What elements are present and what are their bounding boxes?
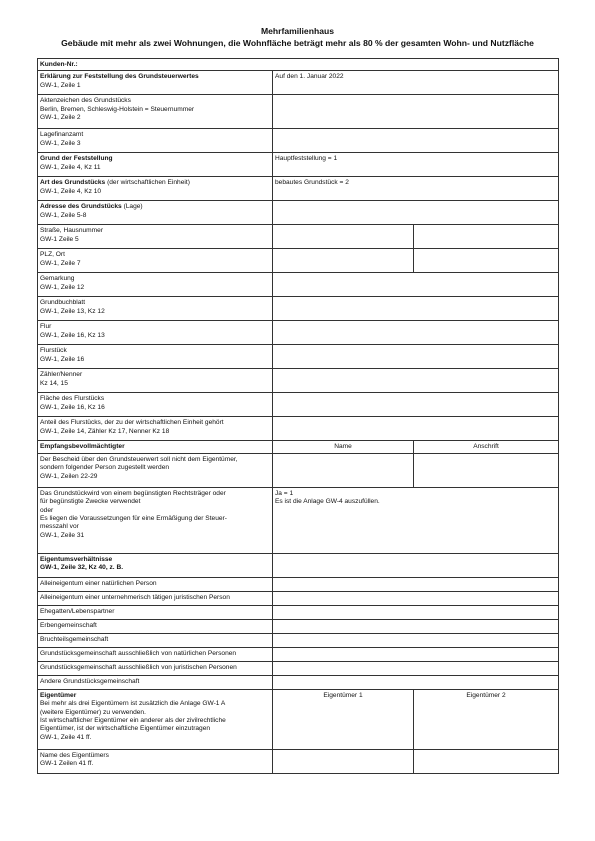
aktenzeichen-ref: GW-1, Zeile 2: [40, 114, 81, 122]
eigentum-option-label: Alleineigentum einer unternehmerisch tätigen juristischen Person: [40, 593, 230, 601]
eigentum-option-field[interactable]: [273, 647, 559, 661]
grundsteuer-form-table: [37, 58, 559, 774]
eigentum-option-field[interactable]: [273, 633, 559, 647]
eigentum-ref: GW-1, Zeile 32, Kz 40, z. B.: [40, 564, 124, 572]
eigentum-header-field[interactable]: [273, 553, 559, 577]
eigentuemer-2-header: Eigentümer 2: [466, 691, 506, 699]
row-art: [38, 177, 559, 201]
row-name-eigentuemer: [38, 749, 559, 773]
aktenzeichen-note: Berlin, Bremen, Schleswig-Holstein = Steuernummer: [40, 105, 195, 113]
beguenstigt-ref: GW-1, Zeile 31: [40, 531, 85, 539]
eigentum-option-field[interactable]: [273, 591, 559, 605]
erklaerung-label: Erklärung zur Feststellung des Grundsteuerwertes: [40, 73, 199, 81]
empfang-name-header: Name: [334, 443, 352, 451]
anteil-field[interactable]: [273, 417, 559, 441]
page-subtitle: Gebäude mit mehr als zwei Wohnungen, die Wohnfläche beträgt mehr als 80 % der gesamten Wohn- und Nutzfläche: [61, 38, 534, 48]
row-eigentum-option: [38, 675, 559, 689]
flur-field[interactable]: [273, 321, 559, 345]
art-ref: GW-1, Zeile 4, Kz 10: [40, 187, 102, 195]
eigentuemer-line-3: Ist wirtschaftlicher Eigentümer ein anderer als der zivilrechtliche: [40, 717, 226, 725]
row-erklaerung: [38, 71, 559, 95]
bescheid-ref: GW-1, Zeilen 22-29: [40, 472, 98, 480]
empfang-name-field[interactable]: [273, 453, 414, 487]
art-value: bebautes Grundstück = 2: [275, 179, 349, 187]
beguenstigt-value-1: Ja = 1: [275, 489, 294, 497]
plz-label: PLZ, Ort: [40, 251, 65, 259]
page-title: Mehrfamilienhaus: [260, 26, 335, 36]
row-bescheid: [38, 453, 559, 487]
beguenstigt-line-1: Das Grundstückwird von einem begünstigten Rechtsträger oder: [40, 489, 226, 497]
eigentum-option-label: Andere Grundstücksgemeinschaft: [40, 677, 140, 685]
eigentuemer-1-header: Eigentümer 1: [323, 691, 363, 699]
row-eigentum-option: [38, 619, 559, 633]
eigentum-option-label: Bruchteilsgemeinschaft: [40, 635, 109, 643]
eigentum-option-field[interactable]: [273, 661, 559, 675]
row-plz: [38, 249, 559, 273]
flurstueck-field[interactable]: [273, 345, 559, 369]
beguenstigt-value-2: Es ist die Anlage GW-4 auszufüllen.: [275, 498, 380, 506]
row-eigentum-option: [38, 633, 559, 647]
grund-label: Grund der Feststellung: [40, 155, 113, 163]
eigentuemer-label: Eigentümer: [40, 691, 77, 699]
beguenstigt-line-5: messzahl vor: [40, 523, 79, 531]
adresse-field[interactable]: [273, 201, 559, 225]
zaehler-ref: Kz 14, 15: [40, 379, 68, 387]
eigentum-option-field[interactable]: [273, 675, 559, 689]
kunden-nr-label: Kunden-Nr.:: [40, 61, 78, 68]
grundbuchblatt-label: Grundbuchblatt: [40, 299, 86, 307]
ort-field[interactable]: [414, 249, 559, 273]
eigentuemer-line-4: Eigentümer, ist der wirtschaftliche Eigentümer einzutragen: [40, 725, 211, 733]
strasse-label: Straße, Hausnummer: [40, 227, 104, 235]
flur-ref: GW-1, Zeile 16, Kz 13: [40, 331, 105, 339]
grundbuchblatt-ref: GW-1, Zeile 13, Kz 12: [40, 307, 105, 315]
beguenstigt-line-2: für begünstigte Zwecke verwendet: [40, 498, 141, 506]
row-grund: [38, 153, 559, 177]
gemarkung-ref: GW-1, Zeile 12: [40, 283, 85, 291]
row-eigentum-option: [38, 661, 559, 675]
zaehler-label: Zähler/Nenner: [40, 371, 83, 379]
anteil-ref: GW-1, Zeile 14, Zähler Kz 17, Nenner Kz 18: [40, 427, 170, 435]
gemarkung-label: Gemarkung: [40, 275, 75, 283]
eigentum-option-label: Grundstücksgemeinschaft ausschließlich von natürlichen Personen: [40, 649, 237, 657]
row-eigentum-option: [38, 591, 559, 605]
eigentum-option-field[interactable]: [273, 605, 559, 619]
row-gemarkung: [38, 273, 559, 297]
eigentum-option-label: Erbengemeinschaft: [40, 621, 97, 629]
erklaerung-ref: GW-1, Zeile 1: [40, 81, 81, 89]
strasse-field[interactable]: [273, 225, 414, 249]
flurstueck-label: Flurstück: [40, 347, 67, 355]
bescheid-line-2: sondern folgender Person zugestellt werden: [40, 464, 170, 472]
beguenstigt-value-field[interactable]: [273, 487, 559, 553]
eigentum-option-label: Grundstücksgemeinschaft ausschließlich von juristischen Personen: [40, 663, 237, 671]
plz-ref: GW-1, Zeile 7: [40, 259, 81, 267]
adresse-label-suffix: (Lage): [121, 203, 143, 211]
strasse-ref: GW-1 Zeile 5: [40, 235, 79, 243]
erklaerung-value: Auf den 1. Januar 2022: [275, 73, 344, 81]
row-eigentum-option: [38, 577, 559, 591]
eigentum-option-label: Ehegatten/Lebenspartner: [40, 607, 115, 615]
flaeche-ref: GW-1, Zeile 16, Kz 16: [40, 403, 105, 411]
row-anteil: [38, 417, 559, 441]
empfang-anschrift-header: Anschrift: [473, 443, 499, 451]
erklaerung-value-field[interactable]: [273, 71, 559, 95]
row-eigentum-option: [38, 647, 559, 661]
lagefinanzamt-label: Lagefinanzamt: [40, 131, 84, 139]
eigentum-option-field[interactable]: [273, 619, 559, 633]
flur-label: Flur: [40, 323, 52, 331]
row-flur: [38, 321, 559, 345]
row-eigentum-option: [38, 605, 559, 619]
grundbuchblatt-field[interactable]: [273, 297, 559, 321]
eigentum-label: Eigentumsverhältnisse: [40, 555, 113, 563]
bescheid-line-1: Der Bescheid über den Grundsteuerwert soll nicht dem Eigentümer,: [40, 455, 238, 463]
name-eigentuemer-ref: GW-1 Zeilen 41 ff.: [40, 760, 94, 768]
row-beguenstigt: [38, 487, 559, 553]
eigentuemer-1-name-field[interactable]: [273, 749, 414, 773]
lagefinanzamt-field[interactable]: [273, 129, 559, 153]
row-adresse: [38, 201, 559, 225]
eigentuemer-ref: GW-1, Zeile 41 ff.: [40, 733, 92, 741]
empfang-label: Empfangsbevollmächtigter: [40, 443, 125, 451]
eigentuemer-2-name-field[interactable]: [414, 749, 559, 773]
art-value-field[interactable]: [273, 177, 559, 201]
flaeche-label: Fläche des Flurstücks: [40, 395, 105, 403]
adresse-label: Adresse des Grundstücks: [40, 203, 122, 211]
gemarkung-field[interactable]: [273, 273, 559, 297]
grund-value: Hauptfeststellung = 1: [275, 155, 338, 163]
row-flaeche: [38, 393, 559, 417]
eigentum-option-field[interactable]: [273, 577, 559, 591]
anteil-label: Anteil des Flurstücks, der zu der wirtschaftlichen Einheit gehört: [40, 419, 224, 427]
art-label: Art des Grundstücks: [40, 179, 106, 187]
empfang-anschrift-field[interactable]: [414, 453, 559, 487]
row-strasse: [38, 225, 559, 249]
zaehler-field[interactable]: [273, 369, 559, 393]
grund-value-field[interactable]: [273, 153, 559, 177]
eigentum-option-label: Alleineigentum einer natürlichen Person: [40, 579, 157, 587]
plz-field[interactable]: [273, 249, 414, 273]
adresse-ref: GW-1, Zeile 5-8: [40, 211, 87, 219]
aktenzeichen-field[interactable]: [273, 95, 559, 129]
row-grundbuchblatt: [38, 297, 559, 321]
grund-ref: GW-1, Zeile 4, Kz 11: [40, 163, 101, 171]
beguenstigt-line-4: Es liegen die Voraussetzungen für eine Ermäßigung der Steuer-: [40, 515, 227, 523]
row-lagefinanzamt: [38, 129, 559, 153]
row-zaehler: [38, 369, 559, 393]
row-eigentuemer: [38, 689, 559, 749]
row-aktenzeichen: [38, 95, 559, 129]
hausnummer-field[interactable]: [414, 225, 559, 249]
row-kunden-nr: [38, 59, 559, 71]
row-empfang: [38, 441, 559, 453]
row-flurstueck: [38, 345, 559, 369]
name-eigentuemer-label: Name des Eigentümers: [40, 751, 109, 759]
lagefinanzamt-ref: GW-1, Zeile 3: [40, 139, 81, 147]
flurstueck-ref: GW-1, Zeile 16: [40, 355, 85, 363]
kunden-nr-field[interactable]: [38, 59, 559, 71]
art-label-suffix: (der wirtschaftlichen Einheit): [105, 179, 190, 187]
aktenzeichen-label: Aktenzeichen des Grundstücks: [40, 97, 131, 105]
eigentuemer-line-1: Bei mehr als drei Eigentümern ist zusätzlich die Anlage GW-1 A: [40, 700, 226, 708]
beguenstigt-line-3: oder: [40, 506, 54, 514]
row-eigentum-header: [38, 553, 559, 577]
flaeche-field[interactable]: [273, 393, 559, 417]
eigentuemer-line-2: (weitere Eigentümer) zu verwenden.: [40, 708, 146, 716]
